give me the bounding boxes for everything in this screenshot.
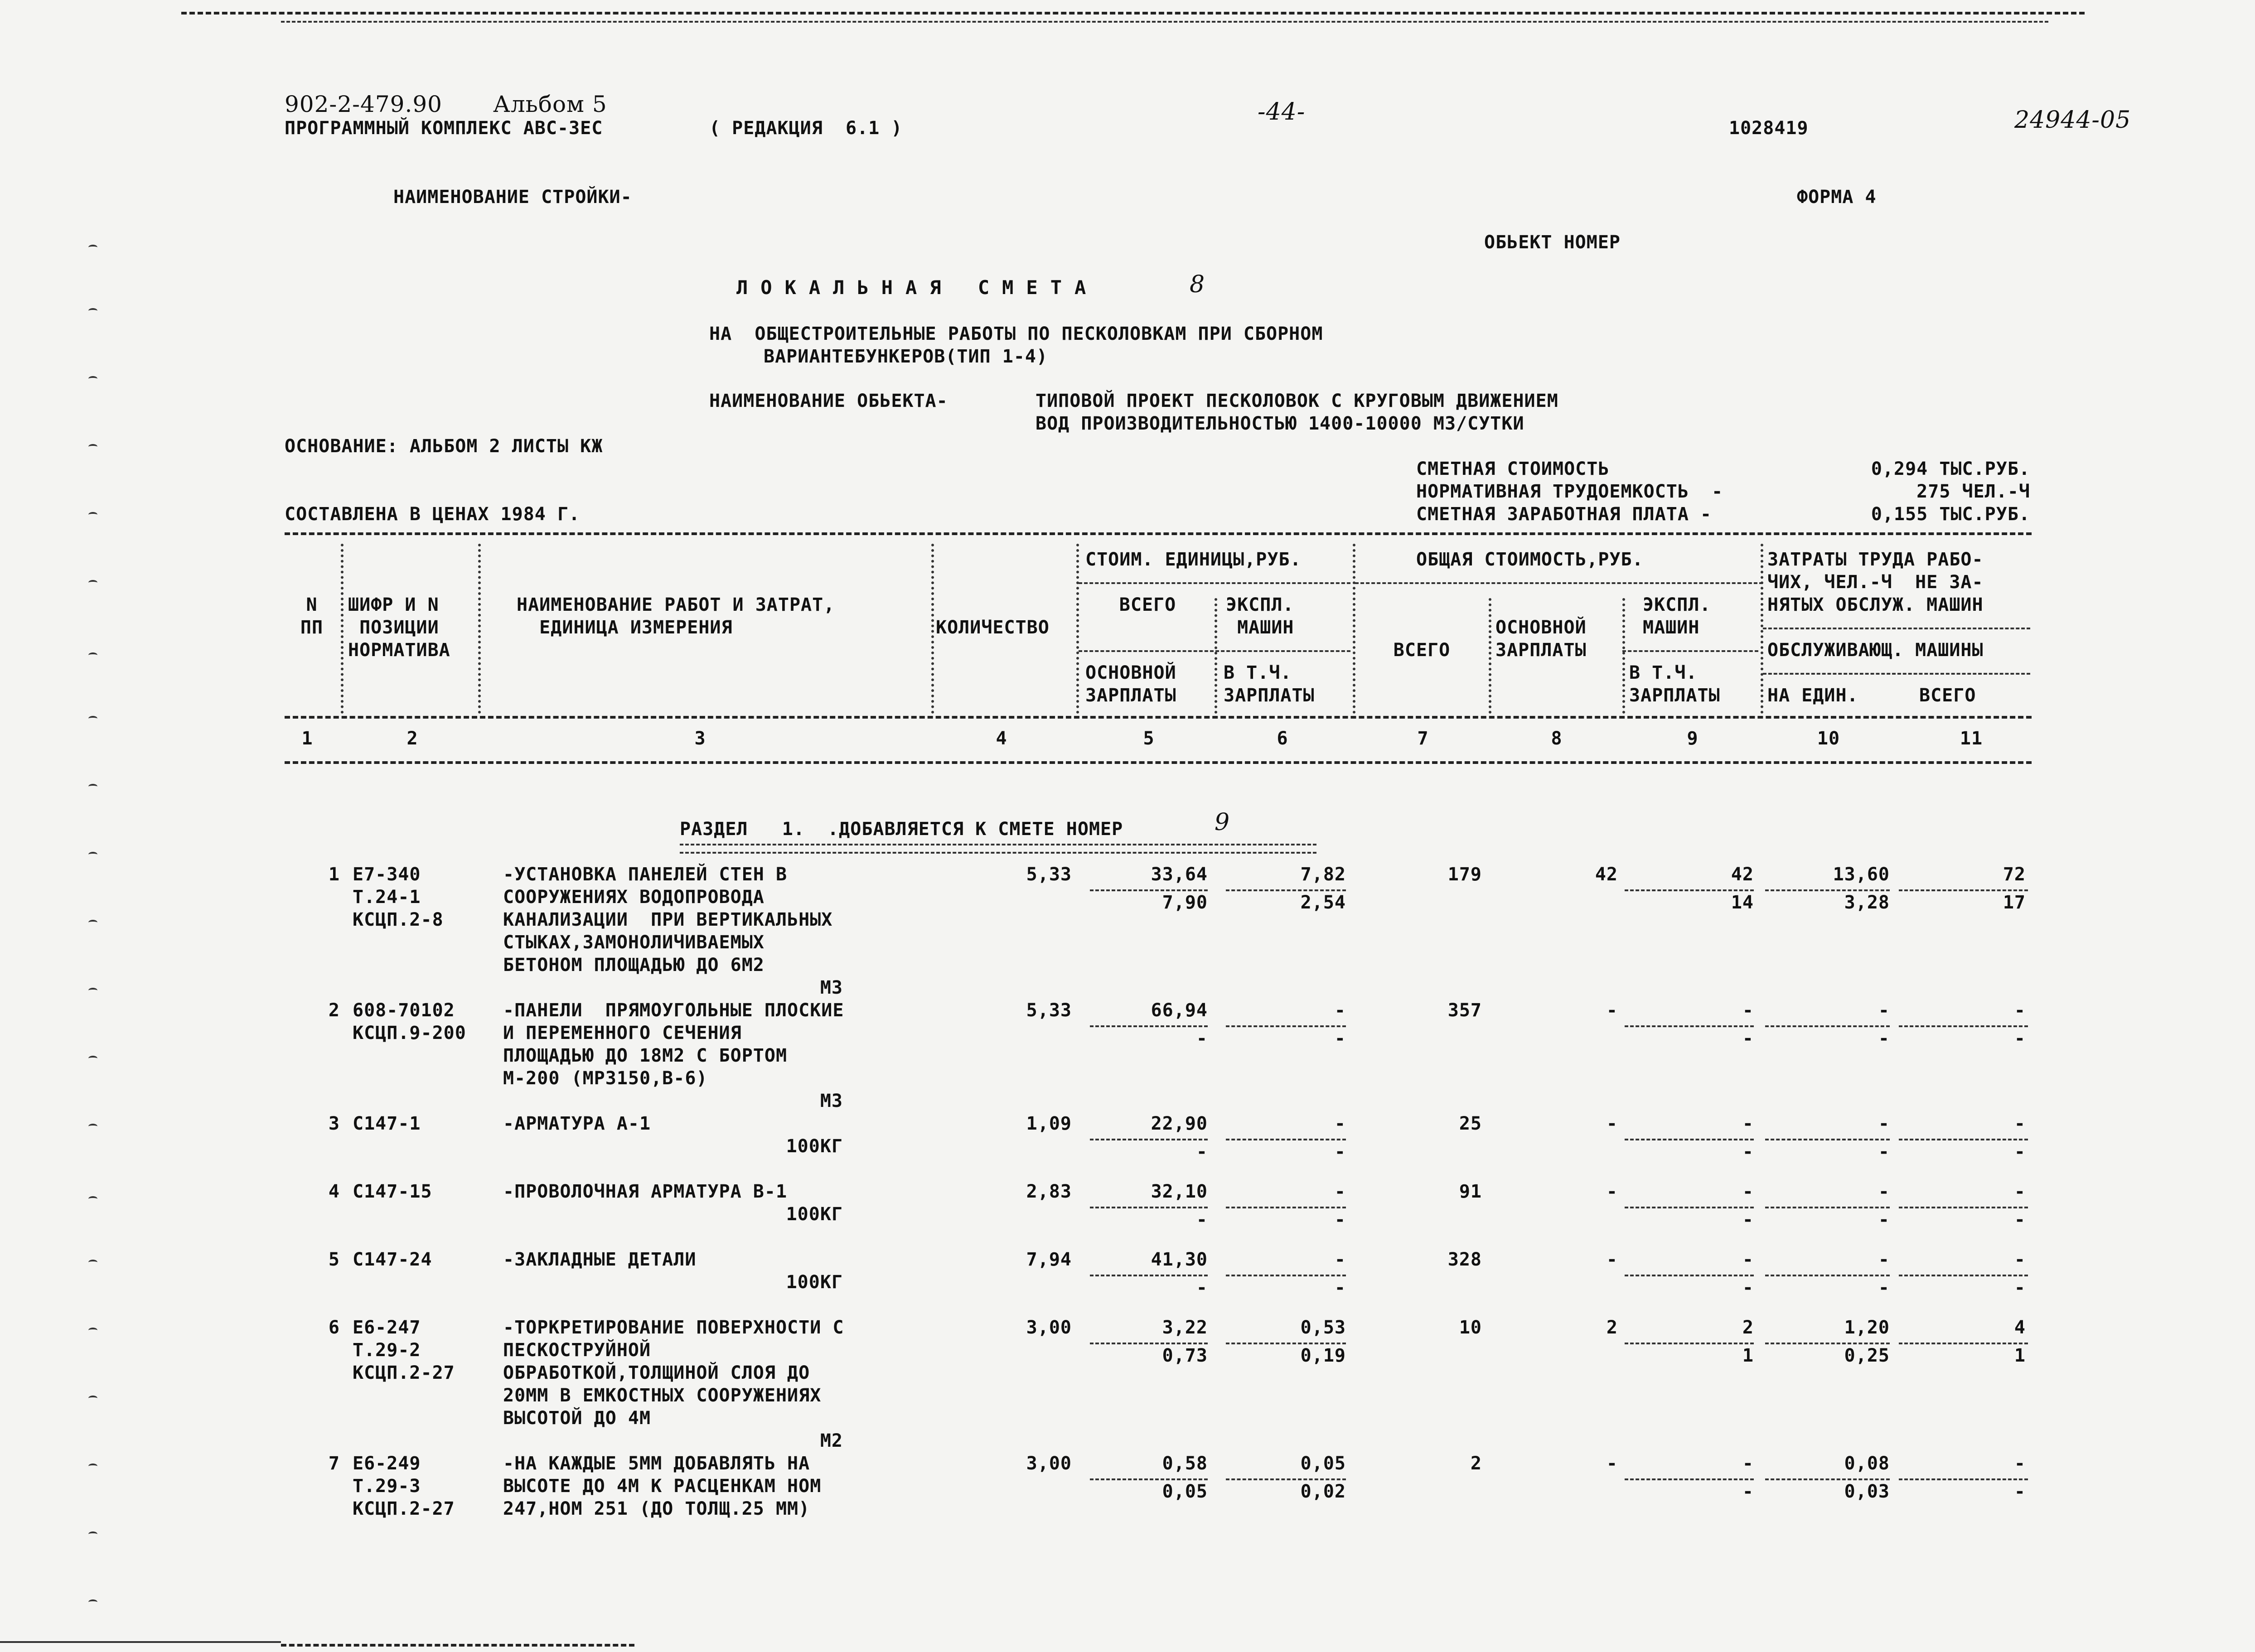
row-qty: 1,09: [1026, 1113, 1072, 1134]
row-total-mach-wage: -: [1742, 1481, 1754, 1502]
row-total-wage: -: [1606, 1181, 1618, 1202]
head-unit-cost-group: СТОИМ. ЕДИНИЦЫ,РУБ.: [1085, 549, 1302, 570]
summary-labor-value: 275 ЧЕЛ.-Ч: [1916, 481, 2030, 502]
row-labor-total2: -: [2014, 1277, 2026, 1298]
row-labor-unit2: -: [1878, 1141, 1890, 1162]
row-unit-mach: 0,05: [1300, 1453, 1346, 1474]
row-total-mach-wage: -: [1742, 1028, 1754, 1049]
subhead-rule-labor-2: [1763, 673, 2030, 675]
row-work-name: ПЛОЩАДЬЮ ДО 18М2 С БОРТОМ: [503, 1045, 788, 1066]
row-labor-total2: -: [2014, 1028, 2026, 1049]
row-labor-unit: 0,08: [1844, 1453, 1890, 1474]
row-total-mach: 2: [1742, 1317, 1754, 1338]
row-number: 4: [328, 1181, 340, 1202]
row-unit: 100КГ: [786, 1272, 843, 1293]
head-labor-total: ВСЕГО: [1919, 685, 1976, 706]
row-labor-total: 4: [2014, 1317, 2026, 1338]
row-code: Т.29-2: [353, 1340, 421, 1361]
row-total-mach: -: [1742, 1249, 1754, 1270]
row-total: 357: [1447, 1000, 1482, 1021]
col-sep-8: [1622, 598, 1625, 714]
row-unit-mach-wage: 2,54: [1300, 892, 1346, 913]
row-total-wage: -: [1606, 1113, 1618, 1134]
colnum-4: 4: [996, 728, 1007, 749]
form-label: ФОРМА 4: [1797, 187, 1877, 208]
row-labor-unit: -: [1878, 1113, 1890, 1134]
row-unit-total: 66,94: [1151, 1000, 1208, 1021]
subhead-rule-labor: [1763, 628, 2030, 629]
row-total-wage: -: [1606, 1453, 1618, 1474]
row-total: 328: [1447, 1249, 1482, 1270]
row-code: КСЦП.2-27: [353, 1362, 455, 1383]
head-total-incl-wage: В Т.Ч. ЗАРПЛАТЫ: [1629, 662, 1720, 706]
row-unit-wage: 0,73: [1162, 1345, 1208, 1366]
colnum-6: 6: [1277, 728, 1288, 749]
row-unit-total: 22,90: [1151, 1113, 1208, 1134]
summary-labor-label: НОРМАТИВНАЯ ТРУДОЕМКОСТЬ -: [1416, 481, 1723, 502]
colnum-3: 3: [694, 728, 706, 749]
row-total-wage: -: [1606, 1000, 1618, 1021]
row-work-name: КАНАЛИЗАЦИИ ПРИ ВЕРТИКАЛЬНЫХ: [503, 909, 833, 930]
row-labor-total: -: [2014, 1113, 2026, 1134]
row-unit-total: 41,30: [1151, 1249, 1208, 1270]
prices-label: СОСТАВЛЕНА В ЦЕНАХ 1984 Г.: [285, 504, 581, 525]
row-unit: М3: [820, 1091, 843, 1111]
col-sep-6: [1353, 544, 1355, 714]
row-code: С147-24: [353, 1249, 432, 1270]
row-qty: 5,33: [1026, 864, 1072, 885]
row-qty: 7,94: [1026, 1249, 1072, 1270]
table-rule-top: [285, 532, 2032, 535]
margin-tick: [88, 1464, 97, 1469]
row-code: КСЦП.2-27: [353, 1498, 455, 1519]
row-total: 91: [1459, 1181, 1482, 1202]
row-work-name: ВЫСОТЕ ДО 4М К РАСЦЕНКАМ НОМ: [503, 1476, 822, 1497]
software-label: ПРОГРАММНЫЙ КОМПЛЕКС АВС-3ЕС: [285, 118, 603, 139]
basis-label: ОСНОВАНИЕ: АЛЬБОМ 2 ЛИСТЫ КЖ: [285, 436, 603, 457]
colnum-9: 9: [1687, 728, 1699, 749]
row-labor-unit: -: [1878, 1000, 1890, 1021]
colnum-5: 5: [1143, 728, 1155, 749]
row-unit-mach: -: [1334, 1249, 1346, 1270]
row-labor-unit2: 0,03: [1844, 1481, 1890, 1502]
row-code: Т.24-1: [353, 887, 421, 908]
construction-label: НАИМЕНОВАНИЕ СТРОЙКИ-: [393, 187, 632, 208]
head-labor-sub: ОБСЛУЖИВАЮЩ. МАШИНЫ: [1767, 640, 1984, 661]
row-total-mach-wage: -: [1742, 1209, 1754, 1230]
margin-tick: [88, 988, 97, 993]
margin-tick: [88, 852, 97, 857]
row-work-name: -АРМАТУРА А-1: [503, 1113, 651, 1134]
margin-tick: [88, 920, 97, 925]
row-labor-unit2: -: [1878, 1028, 1890, 1049]
row-unit: М2: [820, 1430, 843, 1451]
row-total-wage: 42: [1595, 864, 1618, 885]
row-number: 6: [328, 1317, 340, 1338]
row-unit: 100КГ: [786, 1204, 843, 1225]
head-unit-incl-wage: В Т.Ч. ЗАРПЛАТЫ: [1224, 662, 1315, 706]
col-sep-7: [1489, 598, 1491, 714]
row-labor-unit2: -: [1878, 1209, 1890, 1230]
row-labor-unit: -: [1878, 1181, 1890, 1202]
margin-tick: [88, 1328, 97, 1333]
margin-tick: [88, 1599, 97, 1605]
row-unit-mach-wage: -: [1334, 1277, 1346, 1298]
row-labor-total: -: [2014, 1249, 2026, 1270]
row-unit-mach-wage: -: [1334, 1141, 1346, 1162]
head-col-n: N ПП: [300, 594, 324, 638]
row-labor-total: -: [2014, 1453, 2026, 1474]
row-work-name: -НА КАЖДЫЕ 5ММ ДОБАВЛЯТЬ НА: [503, 1453, 810, 1474]
colnum-2: 2: [406, 728, 418, 749]
subhead-rule-unit: [1079, 582, 1350, 584]
section-handwritten-number: 9: [1215, 809, 1230, 836]
row-unit: М3: [820, 977, 843, 998]
row-total-mach: 42: [1731, 864, 1754, 885]
row-code: 608-70102: [353, 1000, 455, 1021]
row-number: 1: [328, 864, 340, 885]
head-col-name: НАИМЕНОВАНИЕ РАБОТ И ЗАТРАТ, ЕДИНИЦА ИЗМЕРЕНИЯ: [517, 594, 835, 638]
row-code: Е6-247: [353, 1317, 421, 1338]
margin-tick: [88, 784, 97, 789]
row-code: С147-1: [353, 1113, 421, 1134]
row-unit: 100КГ: [786, 1136, 843, 1157]
row-labor-unit: -: [1878, 1249, 1890, 1270]
row-labor-total: -: [2014, 1000, 2026, 1021]
row-labor-total2: -: [2014, 1209, 2026, 1230]
row-work-name: БЕТОНОМ ПЛОЩАДЬЮ ДО 6М2: [503, 955, 765, 976]
row-unit-total: 0,58: [1162, 1453, 1208, 1474]
top-border-2: [281, 21, 2048, 23]
row-work-name: -ЗАКЛАДНЫЕ ДЕТАЛИ: [503, 1249, 697, 1270]
section-underline: [680, 844, 1316, 854]
row-work-name: СООРУЖЕНИЯХ ВОДОПРОВОДА: [503, 887, 765, 908]
row-total-mach-wage: -: [1742, 1141, 1754, 1162]
margin-tick: [88, 1056, 97, 1061]
row-unit-wage: 0,05: [1162, 1481, 1208, 1502]
doc-number: 1028419: [1729, 118, 1809, 139]
table-rule-numbers-bottom: [285, 761, 2032, 764]
subhead-rule-mach: [1622, 650, 1758, 652]
row-total-mach: -: [1742, 1113, 1754, 1134]
album-label: Альбом 5: [493, 91, 607, 117]
row-total-mach-wage: 14: [1731, 892, 1754, 913]
row-work-name: ВЫСОТОЙ ДО 4М: [503, 1408, 651, 1429]
page-mark: -44-: [1258, 98, 1306, 126]
row-unit-wage: -: [1196, 1277, 1208, 1298]
row-labor-total2: -: [2014, 1141, 2026, 1162]
row-labor-total: 72: [2003, 864, 2026, 885]
row-work-name: М-200 (МР3150,В-6): [503, 1068, 708, 1089]
col-sep-9: [1761, 544, 1763, 714]
row-unit-mach-wage: -: [1334, 1209, 1346, 1230]
head-col-code: ШИФР И N ПОЗИЦИИ НОРМАТИВА: [348, 594, 450, 661]
row-unit-total: 3,22: [1162, 1317, 1208, 1338]
head-labor-unit: НА ЕДИН.: [1767, 685, 1858, 706]
row-unit-total: 32,10: [1151, 1181, 1208, 1202]
row-total-mach: -: [1742, 1453, 1754, 1474]
row-qty: 2,83: [1026, 1181, 1072, 1202]
row-code: С147-15: [353, 1181, 432, 1202]
head-total-cost-group: ОБЩАЯ СТОИМОСТЬ,РУБ.: [1416, 549, 1644, 570]
row-total-wage: -: [1606, 1249, 1618, 1270]
row-code: КСЦП.2-8: [353, 909, 444, 930]
section-label: РАЗДЕЛ 1. .ДОБАВЛЯЕТСЯ К СМЕТЕ НОМЕР: [680, 819, 1123, 840]
head-labor-group: ЗАТРАТЫ ТРУДА РАБО- ЧИХ, ЧЕЛ.-Ч НЕ ЗА- НЯТЫХ ОБСЛУЖ. МАШИН: [1767, 549, 1984, 615]
margin-tick: [88, 1196, 97, 1202]
colnum-8: 8: [1551, 728, 1563, 749]
row-labor-unit: 13,60: [1833, 864, 1890, 885]
summary-wage-label: СМЕТНАЯ ЗАРАБОТНАЯ ПЛАТА -: [1416, 504, 1712, 525]
object-label: ОБЬЕКТ НОМЕР: [1484, 232, 1621, 253]
bottom-border: [281, 1644, 634, 1647]
margin-tick: [88, 1531, 97, 1537]
subhead-rule-total: [1355, 582, 1763, 584]
row-number: 7: [328, 1453, 340, 1474]
table-rule-head-bottom: [285, 716, 2032, 719]
object-name-line-1: ТИПОВОЙ ПРОЕКТ ПЕСКОЛОВОК С КРУГОВЫМ ДВИЖЕНИЕМ: [1036, 391, 1558, 411]
summary-cost-value: 0,294 ТЫС.РУБ.: [1871, 459, 2030, 479]
row-unit-mach: -: [1334, 1113, 1346, 1134]
row-labor-total2: 1: [2014, 1345, 2026, 1366]
bottom-line: [0, 1641, 281, 1643]
row-unit-wage: 7,90: [1162, 892, 1208, 913]
head-total-all: ВСЕГО: [1393, 640, 1451, 661]
colnum-10: 10: [1817, 728, 1840, 749]
purpose-line-1: НА ОБЩЕСТРОИТЕЛЬНЫЕ РАБОТЫ ПО ПЕСКОЛОВКАМ ПРИ СБОРНОМ: [709, 324, 1323, 344]
row-total-mach-wage: -: [1742, 1277, 1754, 1298]
margin-tick: [88, 308, 97, 314]
col-sep-4: [1076, 544, 1079, 714]
row-total-mach: -: [1742, 1000, 1754, 1021]
row-work-name: СТЫКАХ,ЗАМОНОЛИЧИВАЕМЫХ: [503, 932, 765, 953]
object-name-label: НАИМЕНОВАНИЕ ОБЬЕКТА-: [709, 391, 948, 411]
col-sep-5: [1215, 598, 1217, 714]
margin-tick: [88, 1124, 97, 1129]
margin-tick: [88, 512, 97, 517]
row-work-name: И ПЕРЕМЕННОГО СЕЧЕНИЯ: [503, 1023, 742, 1043]
col-sep-2: [478, 544, 481, 714]
row-labor-total2: 17: [2003, 892, 2026, 913]
col-sep-3: [931, 544, 934, 714]
summary-wage-value: 0,155 ТЫС.РУБ.: [1871, 504, 2030, 525]
head-total-mach: ЭКСПЛ. МАШИН: [1643, 594, 1711, 638]
margin-tick: [88, 652, 97, 658]
row-work-name: -ТОРКРЕТИРОВАНИЕ ПОВЕРХНОСТИ С: [503, 1317, 844, 1338]
margin-tick: [88, 1396, 97, 1401]
row-number: 5: [328, 1249, 340, 1270]
row-unit-mach: -: [1334, 1181, 1346, 1202]
margin-tick: [88, 245, 97, 250]
row-qty: 3,00: [1026, 1453, 1072, 1474]
margin-tick: [88, 716, 97, 721]
row-code: КСЦП.9-200: [353, 1023, 466, 1043]
row-number: 3: [328, 1113, 340, 1134]
row-total: 25: [1459, 1113, 1482, 1134]
row-total: 2: [1470, 1453, 1482, 1474]
row-total: 10: [1459, 1317, 1482, 1338]
margin-tick: [88, 580, 97, 585]
row-unit-total: 33,64: [1151, 864, 1208, 885]
archive-number: 24944-05: [2014, 106, 2131, 134]
colnum-1: 1: [301, 728, 313, 749]
row-unit-wage: -: [1196, 1028, 1208, 1049]
row-labor-total2: -: [2014, 1481, 2026, 1502]
row-code: Т.29-3: [353, 1476, 421, 1497]
row-code: Е6-249: [353, 1453, 421, 1474]
row-work-name: ПЕСКОСТРУЙНОЙ: [503, 1340, 651, 1361]
row-unit-mach-wage: -: [1334, 1028, 1346, 1049]
row-total-mach-wage: 1: [1742, 1345, 1754, 1366]
row-labor-unit2: 3,28: [1844, 892, 1890, 913]
revision-label: ( РЕДАКЦИЯ 6.1 ): [709, 118, 903, 139]
row-total: 179: [1447, 864, 1482, 885]
row-unit-mach-wage: 0,19: [1300, 1345, 1346, 1366]
row-unit-wage: -: [1196, 1141, 1208, 1162]
head-unit-total: ВСЕГО: [1119, 594, 1176, 615]
row-code: Е7-340: [353, 864, 421, 885]
head-unit-mach: ЭКСПЛ. МАШИН: [1226, 594, 1294, 638]
estimate-number: 8: [1190, 271, 1205, 298]
head-total-base-wage: ОСНОВНОЙ ЗАРПЛАТЫ: [1495, 617, 1587, 661]
colnum-7: 7: [1417, 728, 1429, 749]
head-col-qty: КОЛИЧЕСТВО: [936, 617, 1050, 638]
top-border: [181, 12, 2085, 14]
row-unit-mach: 7,82: [1300, 864, 1346, 885]
summary-cost-label: СМЕТНАЯ СТОИМОСТЬ: [1416, 459, 1610, 479]
row-total-mach: -: [1742, 1181, 1754, 1202]
row-unit-mach: 0,53: [1300, 1317, 1346, 1338]
margin-tick: [88, 444, 97, 449]
col-sep-1: [341, 544, 344, 714]
row-work-name: ОБРАБОТКОЙ,ТОЛЩИНОЙ СЛОЯ ДО: [503, 1362, 810, 1383]
row-labor-unit2: 0,25: [1844, 1345, 1890, 1366]
purpose-line-2: ВАРИАНТЕБУНКЕРОВ(ТИП 1-4): [764, 346, 1048, 367]
margin-tick: [88, 376, 97, 382]
estimate-heading: ЛОКАЛЬНАЯ СМЕТА: [736, 276, 1099, 299]
row-work-name: -ПРОВОЛОЧНАЯ АРМАТУРА В-1: [503, 1181, 788, 1202]
row-work-name: 20ММ В ЕМКОСТНЫХ СООРУЖЕНИЯХ: [503, 1385, 822, 1406]
margin-tick: [88, 1260, 97, 1265]
row-total-wage: 2: [1606, 1317, 1618, 1338]
row-labor-unit2: -: [1878, 1277, 1890, 1298]
row-work-name: 247,НОМ 251 (ДО ТОЛЩ.25 ММ): [503, 1498, 810, 1519]
row-unit-mach: -: [1334, 1000, 1346, 1021]
row-unit-wage: -: [1196, 1209, 1208, 1230]
object-name-line-2: ВОД ПРОИЗВОДИТЕЛЬНОСТЬЮ 1400-10000 М3/СУТКИ: [1036, 413, 1524, 434]
row-qty: 3,00: [1026, 1317, 1072, 1338]
row-labor-unit: 1,20: [1844, 1317, 1890, 1338]
row-number: 2: [328, 1000, 340, 1021]
row-work-name: -ПАНЕЛИ ПРЯМОУГОЛЬНЫЕ ПЛОСКИЕ: [503, 1000, 844, 1021]
row-unit-mach-wage: 0,02: [1300, 1481, 1346, 1502]
row-labor-total: -: [2014, 1181, 2026, 1202]
row-work-name: -УСТАНОВКА ПАНЕЛЕЙ СТЕН В: [503, 864, 788, 885]
colnum-11: 11: [1960, 728, 1983, 749]
project-code: 902-2-479.90: [285, 91, 442, 117]
head-unit-base-wage: ОСНОВНОЙ ЗАРПЛАТЫ: [1085, 662, 1176, 706]
row-qty: 5,33: [1026, 1000, 1072, 1021]
